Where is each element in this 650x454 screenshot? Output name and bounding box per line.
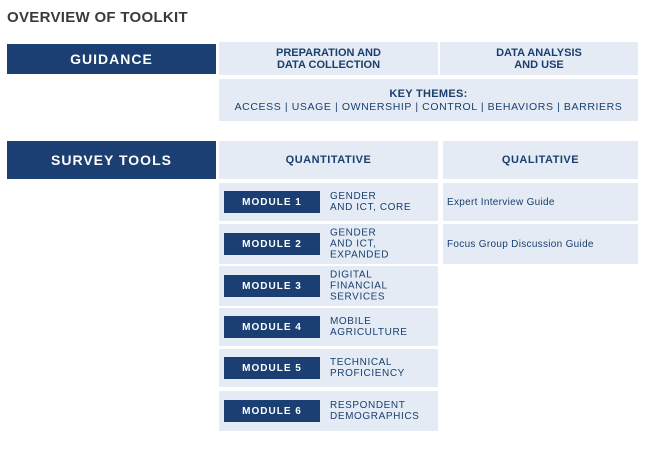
header-line: DATA COLLECTION [276,58,381,71]
module-row [219,391,438,431]
module-badge: MODULE 4 [224,316,320,338]
module-description [330,316,408,338]
qualitative-header: QUALITATIVE [443,141,638,179]
survey-tools-label: SURVEY TOOLS [7,141,216,179]
module-description [330,270,388,303]
page-title: OVERVIEW OF TOOLKIT [7,9,188,26]
module-desc-line: EXPANDED [330,249,390,261]
module-badge: MODULE 6 [224,400,320,422]
key-themes-list: ACCESS | USAGE | OWNERSHIP | CONTROL | BEHAVIORS | BARRIERS [234,100,623,113]
module-badge: MODULE 2 [224,233,320,255]
module-desc-line: SERVICES [330,291,386,303]
key-themes-label: KEY THEMES: [389,87,468,100]
module-badge: MODULE 5 [224,357,320,379]
module-desc-line: DEMOGRAPHICS [330,411,420,422]
qualitative-item: Focus Group Discussion Guide [443,224,638,264]
module-row [219,349,438,387]
module-desc-line: GENDER [330,191,377,202]
module-badge: MODULE 1 [224,191,320,213]
quantitative-header: QUANTITATIVE [219,141,438,179]
guidance-label: GUIDANCE [7,44,216,74]
module-description [330,191,411,213]
module-description [330,357,405,379]
data-analysis-use-header [440,42,638,75]
module-desc-line: AGRICULTURE [330,327,408,338]
module-desc-line: RESPONDENT [330,400,406,411]
module-desc-line: FINANCIAL [330,280,388,292]
module-desc-line: AND ICT, [330,238,377,250]
preparation-data-collection-header [219,42,438,75]
module-row [219,266,438,306]
module-desc-line: MOBILE [330,316,372,327]
module-row [219,308,438,346]
module-desc-line: AND ICT, CORE [330,202,412,213]
key-themes-box [219,79,638,121]
module-desc-line: TECHNICAL [330,357,393,368]
header-line: PREPARATION AND [276,46,381,59]
module-badge: MODULE 3 [224,275,320,297]
module-row [219,224,438,264]
header-line: DATA ANALYSIS [496,46,582,59]
header-line: AND USE [514,58,564,71]
qualitative-item: Expert Interview Guide [443,183,638,221]
module-desc-line: GENDER [330,227,377,239]
module-desc-line: DIGITAL [330,269,373,281]
module-row [219,183,438,221]
module-description [330,400,419,422]
module-desc-line: PROFICIENCY [330,368,405,379]
module-description [330,228,389,261]
